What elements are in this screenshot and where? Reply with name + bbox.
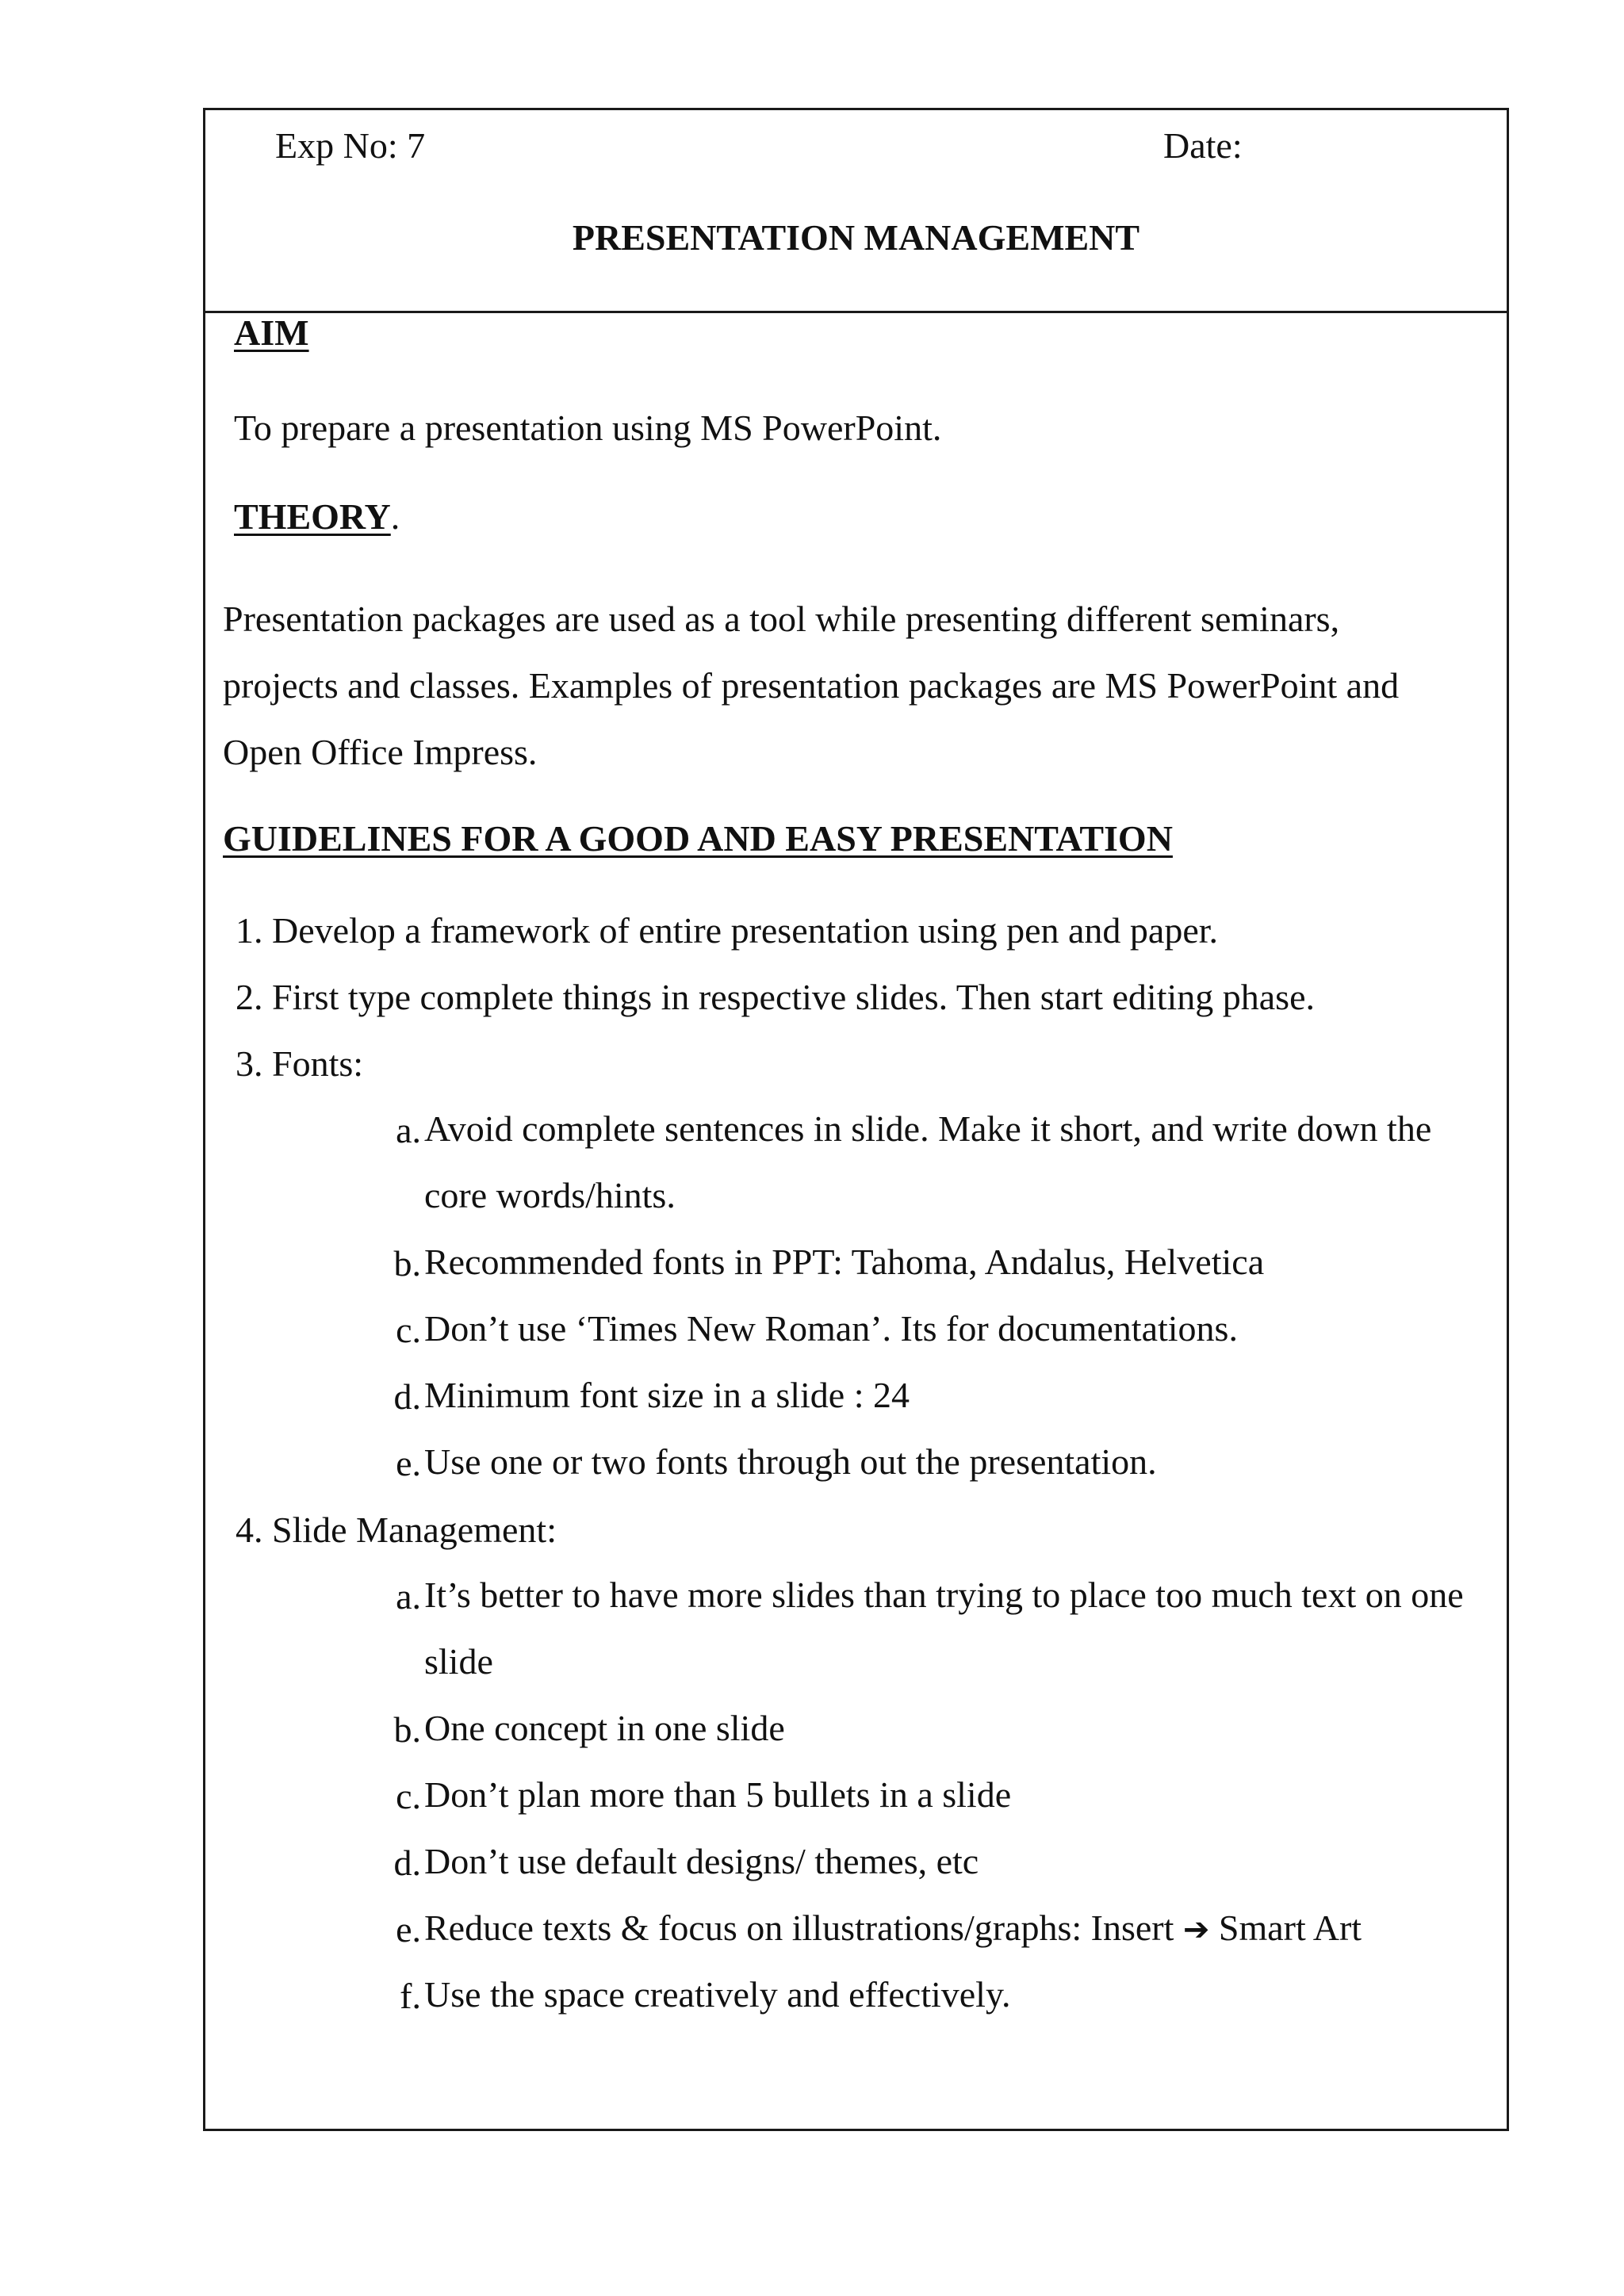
date-label: Date: (1163, 125, 1243, 166)
sub-item-text: Don’t plan more than 5 bullets in a slide (424, 1774, 1012, 1815)
sub-item-marker: e. (396, 1443, 421, 1483)
sub-item-text: Don’t use default designs/ themes, etc (424, 1841, 979, 1881)
sub-item-marker: b. (393, 1243, 421, 1284)
document-frame (203, 108, 1509, 2131)
right-arrow-icon: ➔ (1182, 1911, 1210, 1948)
sub-item-text: Use one or two fonts through out the presentation. (424, 1441, 1157, 1482)
guidelines-heading: GUIDELINES FOR A GOOD AND EASY PRESENTATION (223, 818, 1173, 859)
sub-item-marker: d. (393, 1843, 421, 1883)
header-block (205, 110, 1507, 313)
sub-item-text: Reduce texts & focus on illustrations/graphs: Insert ➔ Smart Art (424, 1908, 1362, 1948)
list-item: 2. First type complete things in respective slides. Then start editing phase. (236, 977, 1315, 1017)
aim-heading: AIM (234, 312, 309, 353)
sub-item-marker: c. (396, 1776, 421, 1816)
sub-item-text: Don’t use ‘Times New Roman’. Its for documentations. (424, 1308, 1238, 1349)
sub-item-marker: a. (396, 1110, 421, 1150)
sub-item-text: Recommended fonts in PPT: Tahoma, Andalus, Helvetica (424, 1242, 1265, 1282)
exp-no: Exp No: 7 (275, 125, 426, 166)
list-item: 1. Develop a framework of entire presentation using pen and paper. (236, 910, 1219, 951)
page-title: PRESENTATION MANAGEMENT (572, 217, 1140, 258)
sub-item-marker: f. (400, 1976, 421, 2016)
sub-item-marker: a. (396, 1576, 421, 1617)
sub-item-text: One concept in one slide (424, 1708, 785, 1748)
list-item: 4. Slide Management: (236, 1510, 557, 1550)
theory-heading: THEORY. (234, 496, 400, 537)
sub-item-marker: c. (396, 1310, 421, 1350)
sub-item-marker: b. (393, 1709, 421, 1750)
sub-item-text: Avoid complete sentences in slide. Make it short, and write down the core words/hints. (424, 1108, 1432, 1215)
sub-item-marker: e. (396, 1909, 421, 1950)
sub-item-marker: d. (393, 1376, 421, 1417)
list-item: 3. Fonts: (236, 1043, 364, 1084)
sub-item-text: Minimum font size in a slide : 24 (424, 1375, 910, 1415)
aim-text: To prepare a presentation using MS PowerPoint. (234, 408, 942, 448)
theory-paragraph: Presentation packages are used as a tool while presenting different seminars, projects and classes. Examples of presentation packages are MS PowerPoint and Open Office Impress. (223, 599, 1400, 772)
sub-item-text: It’s better to have more slides than trying to place too much text on one slide (424, 1575, 1464, 1682)
sub-item-text: Use the space creatively and effectively. (424, 1974, 1011, 2015)
